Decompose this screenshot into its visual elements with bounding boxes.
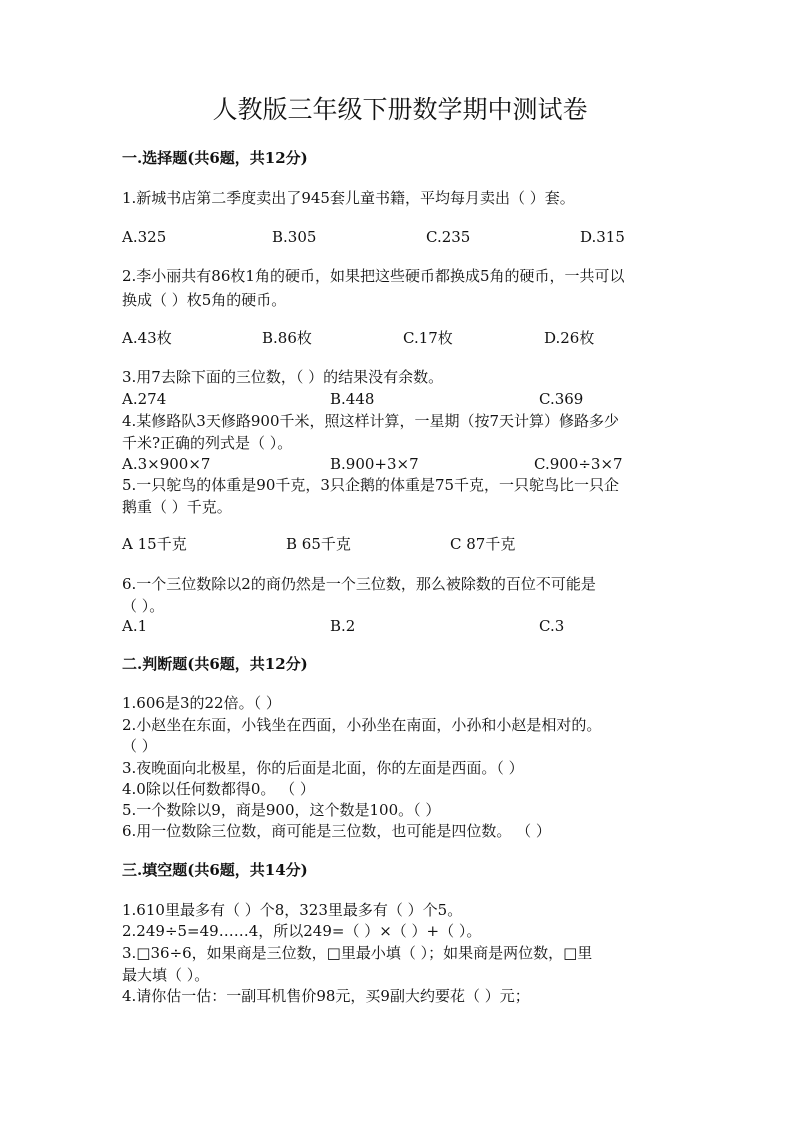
- judgement-line-7: 6.用一位数除三位数，商可能是三位数，也可能是四位数。 （ ）: [122, 822, 551, 840]
- judgement-line-4: 3.夜晚面向北极星，你的后面是北面，你的左面是西面。（ ）: [122, 759, 524, 777]
- q1-option-c: C.235: [426, 228, 471, 246]
- q3-option-a: A.274: [122, 390, 167, 408]
- q1-option-a: A.325: [122, 228, 167, 246]
- fill-line-3: 3.□36÷6，如果商是三位数，□里最小填（ ）；如果商是两位数，□里: [122, 944, 593, 962]
- q6-option-b: B.2: [330, 617, 356, 635]
- question-5-line-2: 鹅重（ ）千克。: [122, 498, 232, 516]
- q6-option-c: C.3: [539, 617, 565, 635]
- q2-option-a: A.43枚: [122, 329, 172, 347]
- fill-line-2: 2.249÷5=49……4，所以249=（ ）×（ ）+（ ）。: [122, 922, 482, 940]
- q4-option-b: B.900+3×7: [330, 455, 419, 473]
- q2-option-b: B.86枚: [262, 329, 312, 347]
- question-6-line-2: （ ）。: [122, 597, 165, 615]
- section-heading-judgement: 二.判断题(共6题，共12分): [122, 655, 308, 673]
- q3-option-c: C.369: [539, 390, 584, 408]
- q6-option-a: A.1: [122, 617, 148, 635]
- question-5-line-1: 5.一只鸵鸟的体重是90千克，3只企鹅的体重是75千克，一只鸵鸟比一只企: [122, 476, 620, 494]
- q5-option-a: A 15千克: [122, 535, 187, 553]
- question-2-line-2: 换成（ ）枚5角的硬币。: [122, 291, 287, 309]
- question-4-line-2: 千米?正确的列式是（ ）。: [122, 434, 293, 452]
- question-6-line-1: 6.一个三位数除以2的商仍然是一个三位数，那么被除数的百位不可能是: [122, 575, 596, 593]
- q5-option-b: B 65千克: [286, 535, 351, 553]
- q2-option-d: D.26枚: [544, 329, 595, 347]
- q1-option-d: D.315: [580, 228, 625, 246]
- judgement-line-2: 2.小赵坐在东面，小钱坐在西面，小孙坐在南面，小孙和小赵是相对的。: [122, 716, 602, 734]
- section-heading-choice: 一.选择题(共6题，共12分): [122, 149, 308, 167]
- question-4-line-1: 4.某修路队3天修路900千米，照这样计算，一星期（按7天计算）修路多少: [122, 412, 620, 430]
- q2-option-c: C.17枚: [403, 329, 453, 347]
- judgement-line-5: 4.0除以任何数都得0。 （ ）: [122, 780, 315, 798]
- q4-option-a: A.3×900×7: [122, 455, 211, 473]
- question-3-text: 3.用7去除下面的三位数，（ ）的结果没有余数。: [122, 368, 444, 386]
- judgement-line-1: 1.606是3的22倍。（ ）: [122, 694, 281, 712]
- judgement-line-6: 5.一个数除以9，商是900，这个数是100。（ ）: [122, 801, 441, 819]
- question-2-line-1: 2.李小丽共有86枚1角的硬币，如果把这些硬币都换成5角的硬币，一共可以: [122, 267, 625, 285]
- page-title: 人教版三年级下册数学期中测试卷: [212, 95, 588, 124]
- fill-line-1: 1.610里最多有（ ）个8，323里最多有（ ）个5。: [122, 901, 463, 919]
- q4-option-c: C.900÷3×7: [534, 455, 623, 473]
- judgement-line-3: （ ）: [122, 737, 157, 755]
- q5-option-c: C 87千克: [450, 535, 516, 553]
- q3-option-b: B.448: [330, 390, 375, 408]
- fill-line-4: 最大填（ ）。: [122, 966, 210, 984]
- fill-line-5: 4.请你估一估：一副耳机售价98元，买9副大约要花（ ）元；: [122, 987, 530, 1005]
- q1-option-b: B.305: [272, 228, 317, 246]
- section-heading-fill-in: 三.填空题(共6题，共14分): [122, 861, 308, 879]
- question-1-text: 1.新城书店第二季度卖出了945套儿童书籍，平均每月卖出（ ）套。: [122, 189, 575, 207]
